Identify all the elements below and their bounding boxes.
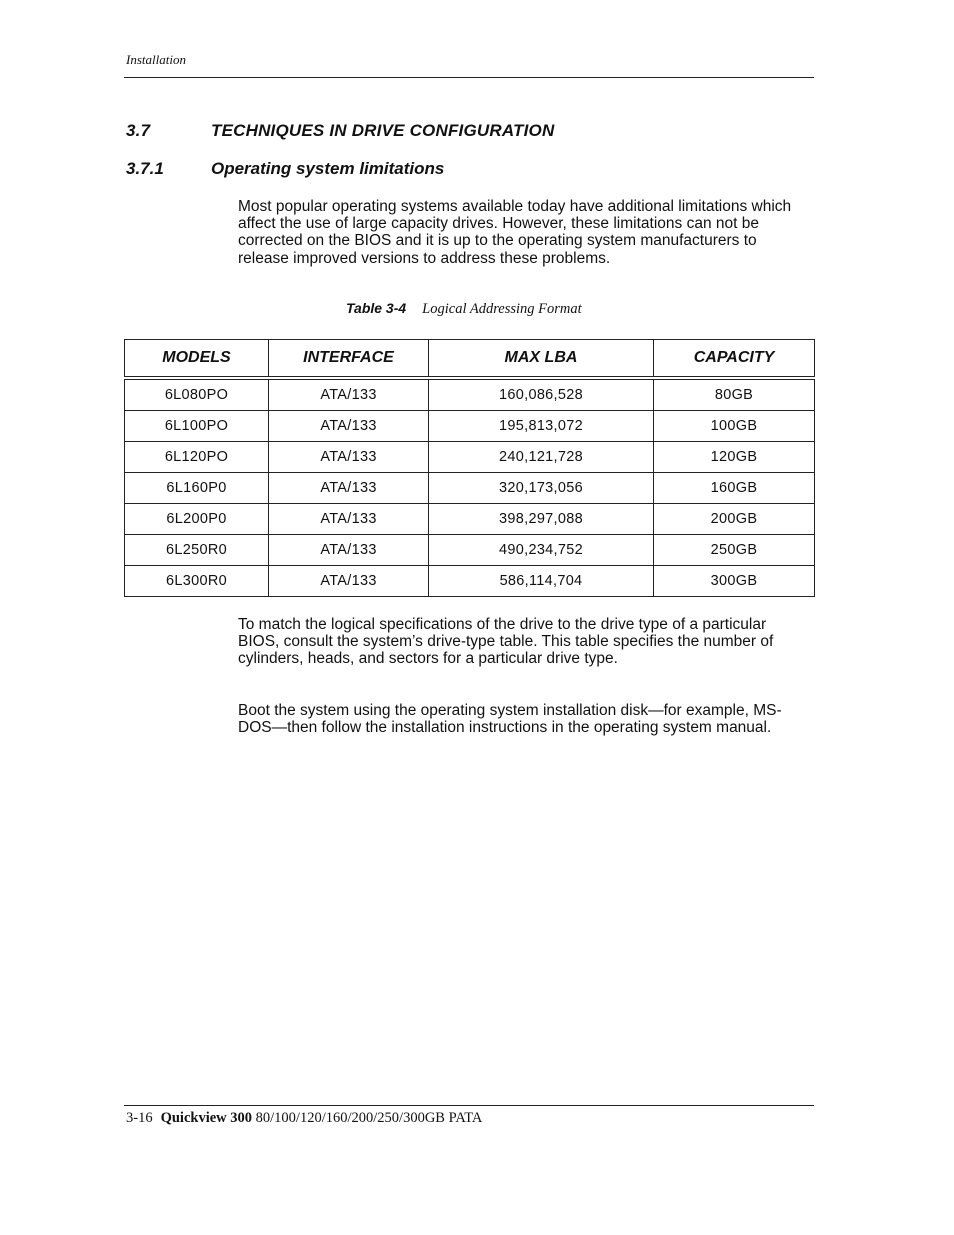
footer-rule [124,1105,814,1106]
interface-cell: ATA/133 [269,442,429,473]
max-lba-cell: 586,114,704 [429,566,654,597]
interface-cell: ATA/133 [269,473,429,504]
section-heading [126,121,554,141]
max-lba-cell: 160,086,528 [429,378,654,411]
subsection-number: 3.7.1 [126,159,164,178]
table-row [125,473,815,504]
page-footer [126,1110,482,1127]
max-lba-cell: 240,121,728 [429,442,654,473]
model-cell: 6L100PO [125,411,269,442]
table-row [125,378,815,411]
capacity-cell: 160GB [654,473,815,504]
column-header-max-lba: MAX LBA [429,340,654,379]
column-header-capacity: CAPACITY [654,340,815,379]
capacity-cell: 300GB [654,566,815,597]
model-cell: 6L250R0 [125,535,269,566]
table-caption-title: Logical Addressing Format [422,301,582,317]
interface-cell: ATA/133 [269,566,429,597]
interface-cell: ATA/133 [269,504,429,535]
logical-addressing-table [124,339,815,597]
subsection-title: Operating system limitations [211,159,445,178]
capacity-cell: 100GB [654,411,815,442]
section-title: TECHNIQUES IN DRIVE CONFIGURATION [211,121,555,140]
model-cell: 6L080PO [125,378,269,411]
interface-cell: ATA/133 [269,535,429,566]
table-row [125,411,815,442]
max-lba-cell: 320,173,056 [429,473,654,504]
product-description: 80/100/120/160/200/250/300GB PATA [255,1110,483,1126]
table-row [125,535,815,566]
header-rule [124,77,814,78]
column-header-interface: INTERFACE [269,340,429,379]
boot-paragraph: Boot the system using the operating system installation disk—for example, MS-DOS—then follow the installation instructions in the operating system manual. [238,702,782,737]
table-row [125,566,815,597]
column-header-models: MODELS [125,340,269,379]
capacity-cell: 200GB [654,504,815,535]
model-cell: 6L120PO [125,442,269,473]
table-caption [346,300,582,318]
product-name: Quickview 300 [160,1110,253,1126]
model-cell: 6L160P0 [125,473,269,504]
page-number: 3-16 [126,1110,153,1126]
table-caption-label: Table 3-4 [346,300,407,316]
max-lba-cell: 490,234,752 [429,535,654,566]
bios-match-paragraph: To match the logical specifications of the drive to the drive type of a particular BIOS, consult the system’s drive-type table. This table specifies the number of cylinders, heads, and sectors for a particular drive type. [238,616,774,668]
subsection-heading [126,159,444,179]
max-lba-cell: 398,297,088 [429,504,654,535]
capacity-cell: 250GB [654,535,815,566]
max-lba-cell: 195,813,072 [429,411,654,442]
model-cell: 6L200P0 [125,504,269,535]
section-number: 3.7 [126,121,151,140]
table-row [125,504,815,535]
capacity-cell: 80GB [654,378,815,411]
table-header-row [125,340,815,379]
table-row [125,442,815,473]
intro-paragraph: Most popular operating systems available today have additional limitations which affect the use of large capacity drives. However, these limitations can not be corrected on the BIOS and it is up to the operating system manufacturers to release improved versions to address these problems. [238,198,792,267]
model-cell: 6L300R0 [125,566,269,597]
interface-cell: ATA/133 [269,411,429,442]
interface-cell: ATA/133 [269,378,429,411]
running-header: Installation [126,52,186,67]
capacity-cell: 120GB [654,442,815,473]
